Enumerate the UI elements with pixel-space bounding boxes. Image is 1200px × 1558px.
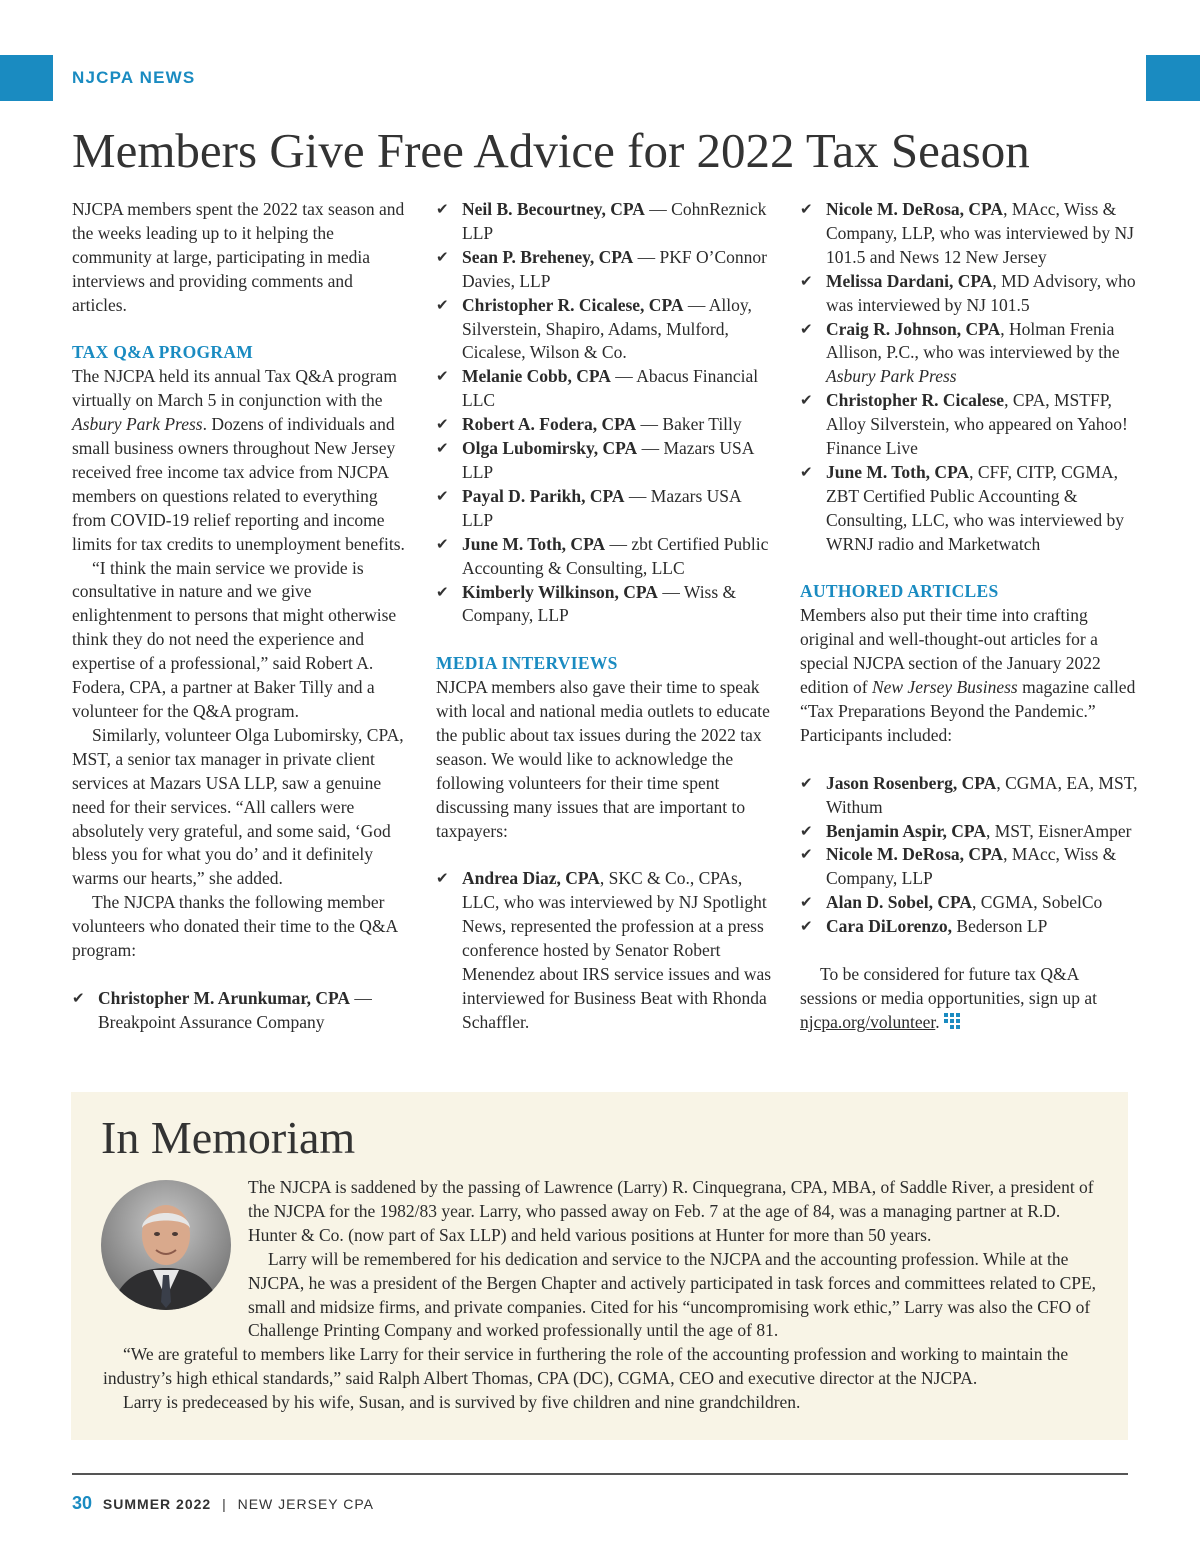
- list-item: ✔ Christopher M. Arunkumar, CPA — Breakpoint Assurance Company: [72, 987, 372, 1032]
- list-item: ✔ Robert A. Fodera, CPA — Baker Tilly: [436, 413, 776, 437]
- memoriam-paragraph-1: The NJCPA is saddened by the passing of Lawrence (Larry) R. Cinquegrana, CPA, MBA, of Saddle River, a president of the NJCPA for the 1982/83 year. Larry, who passed away on Feb. 7 at the age of 84, was a managing partner at R.D. Hunter & Co. (now part of Sax LLP) and held various positions at Hunter for more than 50 years.: [248, 1177, 1094, 1245]
- subhead-media-interviews: MEDIA INTERVIEWS: [436, 653, 618, 674]
- list-item: ✔ Christopher R. Cicalese, CPA — Alloy, Silverstein, Shapiro, Adams, Mulford, Cicalese, Wilson & Co.: [436, 294, 752, 363]
- list-item: ✔ Kimberly Wilkinson, CPA — Wiss & Company, LLP: [436, 581, 737, 626]
- section-label: NJCPA NEWS: [72, 68, 196, 87]
- intro-paragraph: NJCPA members spent the 2022 tax season and the weeks leading up to it helping the community at large, participating in media interviews and providing comments and articles.: [72, 199, 405, 315]
- list-item: ✔ Nicole M. DeRosa, CPA, MAcc, Wiss & Company, LLP: [800, 844, 1117, 889]
- list-item: ✔ Craig R. Johnson, CPA, Holman Frenia Allison, P.C., who was interviewed by the Asbury Park Press: [800, 318, 1120, 387]
- check-icon: ✔: [800, 391, 813, 410]
- check-icon: ✔: [436, 247, 449, 266]
- check-icon: ✔: [436, 439, 449, 458]
- authors-list: [800, 772, 1140, 939]
- list-item: ✔ June M. Toth, CPA, CFF, CITP, CGMA, ZBT Certified Public Accounting & Consulting, LLC, who was interviewed by WRNJ radio and Marketwatch: [800, 461, 1124, 554]
- memoriam-box: [71, 1092, 1128, 1440]
- check-icon: ✔: [436, 415, 449, 434]
- memoriam-paragraph-4: Larry is predeceased by his wife, Susan, and is survived by five children and nine grandchildren.: [123, 1392, 801, 1413]
- list-item: ✔ Melissa Dardani, CPA, MD Advisory, who was interviewed by NJ 101.5: [800, 270, 1136, 315]
- volunteer-link[interactable]: njcpa.org/volunteer: [800, 1011, 936, 1032]
- check-icon: ✔: [436, 295, 449, 314]
- list-item: ✔ Benjamin Aspir, CPA, MST, EisnerAmper: [800, 820, 1140, 844]
- njcpa-logo-icon: [944, 1013, 960, 1029]
- list-item: ✔ June M. Toth, CPA — zbt Certified Public Accounting & Consulting, LLC: [436, 533, 769, 578]
- check-icon: ✔: [800, 917, 813, 936]
- memoriam-title: In Memoriam: [101, 1112, 356, 1163]
- issue-label: SUMMER 2022: [102, 1496, 212, 1512]
- column-3: [800, 198, 1140, 1035]
- check-icon: ✔: [436, 582, 449, 601]
- page-title: Members Give Free Advice for 2022 Tax Season: [72, 123, 1030, 178]
- check-icon: ✔: [800, 200, 813, 218]
- list-item: ✔ Payal D. Parikh, CPA — Mazars USA LLP: [436, 485, 741, 530]
- column-1: [72, 198, 412, 1035]
- list-item: ✔ Andrea Diaz, CPA, SKC & Co., CPAs, LLC, who was interviewed by NJ Spotlight News, represented the profession at a press conference hosted by Senator Robert Menendez about IRS service issues and was interviewed for Business Beat with Rhonda Schaffler.: [436, 868, 772, 1032]
- check-icon: ✔: [436, 869, 449, 888]
- memoriam-paragraph-3: “We are grateful to members like Larry for their service in furthering the role of the accounting profession and working to maintain the industry’s high ethical standards,” said Ralph Albert Thomas, CPA (DC), CGMA, CEO and executive director at the NJCPA.: [103, 1344, 1069, 1389]
- list-item: ✔ Jason Rosenberg, CPA, CGMA, EA, MST, Withum: [800, 772, 1138, 817]
- check-icon: ✔: [436, 486, 449, 505]
- check-icon: ✔: [800, 271, 813, 290]
- articles-paragraph: Members also put their time into crafting original and well-thought-out articles for a special NJCPA section of the January 2022 edition of New Jersey Business magazine called “Tax Preparations Beyond the Pandemic.” Participants included:: [800, 605, 1136, 745]
- memoriam-text: [103, 1176, 1113, 1415]
- list-item: ✔ Christopher R. Cicalese, CPA, MSTFP, Alloy Silverstein, who appeared on Yahoo! Finance Live: [800, 390, 1128, 459]
- header-tab-left: [0, 55, 53, 101]
- qa-paragraph-3: Similarly, volunteer Olga Lubomirsky, CPA, MST, a senior tax manager in private client services at Mazars USA LLP, saw a genuine need for their services. “All callers were absolutely very grateful, and some said, ‘God bless you for what you do’ and it definitely warms our hearts,” she added.: [72, 724, 404, 889]
- media-intro-paragraph: NJCPA members also gave their time to speak with local and national media outlets to educate the public about tax issues during the 2022 tax season. We would like to acknowledge the following volunteers for their time spent discussing many issues that are important to taxpayers:: [436, 677, 770, 841]
- footer-separator: |: [222, 1496, 227, 1512]
- check-icon: ✔: [800, 893, 813, 912]
- qa-paragraph-2: “I think the main service we provide is consultative in nature and we give enlightenment to persons that might otherwise think they do not need the experience and expertise of a professional,” said Robert A. Fodera, CPA, a partner at Baker Tilly and a volunteer for the Q&A program.: [72, 557, 397, 722]
- footer-divider: [72, 1473, 1128, 1475]
- memoriam-paragraph-2: Larry will be remembered for his dedication and service to the NJCPA and the accounting profession. While at the NJCPA, he was a president of the Bergen Chapter and actively participated in task forces and committees related to CPE, small and midsize firms, and private companies. Cited for his “uncompromising work ethic,” Larry was also the CFO of Challenge Printing Company and worked professionally until the age of 81.: [248, 1248, 1097, 1341]
- subhead-authored-articles: AUTHORED ARTICLES: [800, 581, 999, 602]
- media-interview-list-cont: [800, 198, 1140, 557]
- check-icon: ✔: [436, 534, 449, 553]
- check-icon: ✔: [800, 821, 813, 840]
- qa-volunteer-list: [436, 198, 776, 628]
- qa-volunteer-list-start: [72, 987, 412, 1035]
- list-item: ✔ Sean P. Breheney, CPA — PKF O’Connor Davies, LLP: [436, 246, 767, 291]
- list-item: ✔ Olga Lubomirsky, CPA — Mazars USA LLP: [436, 438, 754, 482]
- check-icon: ✔: [800, 462, 813, 481]
- footer: [72, 1493, 374, 1514]
- list-item: ✔ Melanie Cobb, CPA — Abacus Financial LLC: [436, 366, 759, 411]
- closing-paragraph: To be considered for future tax Q&A sessions or media opportunities, sign up at njcpa.org/volunteer.: [800, 963, 1097, 1032]
- check-icon: ✔: [436, 367, 449, 386]
- list-item: ✔ Neil B. Becourtney, CPA — CohnReznick LLP: [436, 199, 767, 243]
- qa-paragraph-4: The NJCPA thanks the following member volunteers who donated their time to the Q&A program:: [72, 892, 398, 961]
- subhead-tax-qa: TAX Q&A PROGRAM: [72, 342, 254, 363]
- list-item: ✔ Alan D. Sobel, CPA, CGMA, SobelCo: [800, 891, 1140, 915]
- media-interview-list: [436, 867, 776, 1034]
- check-icon: ✔: [800, 773, 813, 792]
- publication-name: NEW JERSEY CPA: [237, 1496, 375, 1512]
- check-icon: ✔: [800, 845, 813, 864]
- list-item: ✔ Nicole M. DeRosa, CPA, MAcc, Wiss & Company, LLP, who was interviewed by NJ 101.5 and News 12 New Jersey: [800, 199, 1134, 267]
- check-icon: ✔: [72, 988, 85, 1007]
- qa-paragraph-1: The NJCPA held its annual Tax Q&A program virtually on March 5 in conjunction with the Asbury Park Press. Dozens of individuals and small business owners throughout New Jersey received free income tax advice from NJCPA members on questions related to everything from COVID-19 relief reporting and income limits for tax credits to unemployment benefits.: [72, 366, 405, 554]
- list-item: ✔ Cara DiLorenzo, Bederson LP: [800, 915, 1140, 939]
- header-tab-right: [1146, 55, 1200, 101]
- check-icon: ✔: [436, 200, 449, 218]
- check-icon: ✔: [800, 319, 813, 338]
- page-number: 30: [72, 1493, 93, 1513]
- column-2: [436, 198, 776, 1035]
